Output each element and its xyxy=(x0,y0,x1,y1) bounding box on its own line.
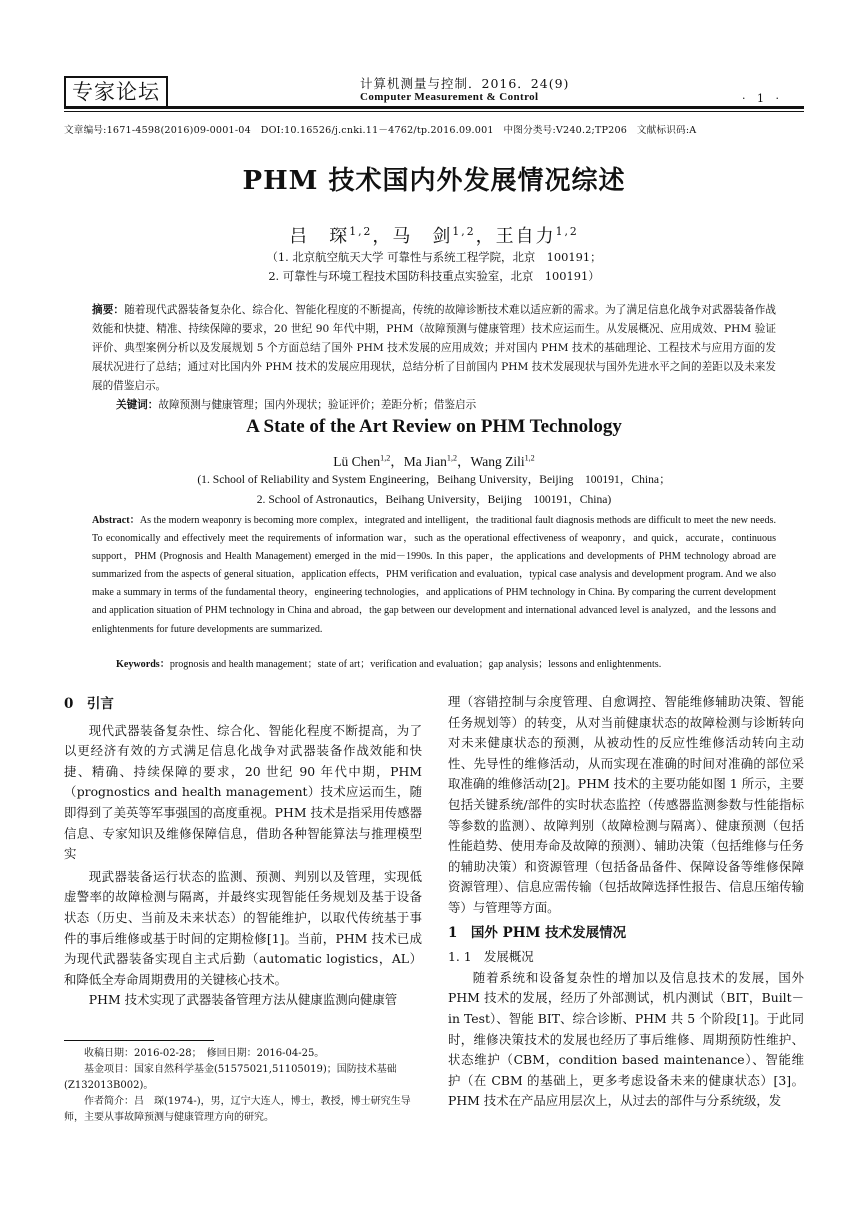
title-cn: PHM 技术国内外发展情况综述 xyxy=(242,166,626,196)
abstract-en-text: As the modern weaponry is becoming more complex，integrated and intelligent，the traditional fault diagnosis methods are difficult to meet the new needs. To economically and effectively meet the requirements of information war，such as the operational effectiveness of weaponry，and quick，accurate，continuous support，PHM (Prognosis and Health Management) emerged in the mid－1990s. In this paper，the applications and developments of PHM technology abroad are summarized from the aspects of general situation，application effects，PHM verification and evaluation，typical case analysis and development program. And we also make a summary in terms of the fundamental theory，engineering technologies，and applications of PHM technology in China. By comparing the current development and application situation of PHM technology in China and abroad，the gap between our development and international advanced level is analyzed，and the lessons and enlightenments for future developments are summarized. xyxy=(92,515,776,635)
journal-title-en: Computer Measurement & Control xyxy=(360,91,539,103)
affiliation-cn-1: （1. 北京航空航天大学 可靠性与系统工程学院，北京 100191； xyxy=(266,250,602,264)
paragraph: 理（容错控制与余度管理、自愈调控、智能维修辅助决策、智能任务规划等）的转变，从对当前健康状态的故障检测与诊断转向对未来健康状态的预测，从被动性的反应性维修活动转向主动性、先导性的维修活动，从而实现在准确的时间对准确的部位采取准确的维修活动[2]。PHM 技术的主要功能如图 1 所示，主要包括关键系统/部件的实时状态监控（传感器监测参数与性能指标等参数的监测）、故障判别（故障检测与隔离）、健康预测（包括性能趋势、使用寿命及故障的预测）、辅助决策（包括维修与任务的辅助决策）和资源管理（包括备品备件、保障设备等维修保障资源管理）、信息应需传输（包括故障选择性报告、信息压缩传输等）与管理等方面。 xyxy=(448,694,804,915)
keywords-en-label: Keywords： xyxy=(116,659,170,670)
affiliations-en xyxy=(64,470,804,510)
right-column xyxy=(448,692,804,1112)
abstract-en-label: Abstract： xyxy=(92,515,140,526)
paragraph: 现武器装备运行状态的监测、预测、判别以及管理，实现低虚警率的故障检测与隔离，并最终实现智能任务规划及基于设备状态（历史、当前及未来状态）的智能维护，以取代传统基于事件的事后维修或基于时间的定期检修[1]。当前，PHM 技术已成为现代武器装备实现自主式后勤（automatic logistics，AL）和降低全寿命周期费用的关键核心技术。 xyxy=(64,868,422,987)
footnote-funding: 基金项目：国家自然科学基金(51575021,51105019)；国防技术基础(Z132013B002)。 xyxy=(64,1064,397,1091)
header-rule-thin xyxy=(64,111,804,112)
keywords-cn-text: 故障预测与健康管理；国内外现状；验证评价；差距分析；借鉴启示 xyxy=(158,399,477,411)
title-en: A State of the Art Review on PHM Technology xyxy=(246,416,622,437)
affiliation-en-2: 2. School of Astronautics，Beihang University，Beijing 100191，China) xyxy=(256,493,612,506)
article-meta: 文章编号:1671-4598(2016)09-0001-04 DOI:10.16526/j.cnki.11－4762/tp.2016.09.001 中图分类号:V240.2;TP206 文献标识码:A xyxy=(64,125,697,136)
paragraph: PHM 技术实现了武器装备管理方法从健康监测向健康管 xyxy=(88,992,398,1008)
abstract-cn-text: 随着现代武器装备复杂化、综合化、智能化程度的不断提高，传统的故障诊断技术难以适应新的需求。为了满足信息化战争对武器装备作战效能和快捷、精准、持续保障的要求，20 世纪 90 年代中期，PHM（故障预测与健康管理）技术应运而生。从发展概况、应用成效、PHM 验证评价、典型案例分析以及发展规划 5 个方面总结了国外 PHM 技术发展的应用成效；并对国内 PHM 技术的基础理论、工程技术与应用方面的发展状况进行了总结；通过对比国内外 PHM 技术的发展应用现状，总结分析了目前国内 PHM 技术发展现状与国外先进水平之间的差距以及未来发展的借鉴启示。 xyxy=(92,304,777,392)
keywords-cn xyxy=(116,396,776,415)
header-rule-thick xyxy=(64,106,804,109)
footnote-received: 收稿日期：2016-02-28； 修回日期：2016-04-25。 xyxy=(84,1048,325,1059)
subsection-heading-overview: 1. 1 发展概况 xyxy=(448,949,534,965)
footnote-rule xyxy=(64,1040,214,1041)
authors-en: Lü Chen$^{1,2}$，Ma Jian$^{1,2}$，Wang Zili$^{1,2}$ xyxy=(333,453,535,469)
journal-title-cn: 计算机测量与控制．2016．24(9) xyxy=(360,76,570,91)
abstract-cn xyxy=(92,301,776,396)
paragraph: 随着系统和设备复杂性的增加以及信息技术的发展，国外 PHM 技术的发展，经历了外部测试，机内测试（BIT，Built－in Test）、智能 BIT、综合诊断、PHM 共 5 个阶段[1]。于此同时，维修决策技术的发展也经历了事后维修、周期预防性维护、状态维护（CBM，condition based maintenance）、智能维护（在 CBM 的基础上，更多考虑设备未来的健康状态）[3]。PHM 技术在产品应用层次上，从过去的部件与分系统级，发 xyxy=(448,969,804,1109)
page-number: · 1 · xyxy=(742,92,783,105)
affiliations-cn xyxy=(64,248,804,286)
affiliation-en-1: (1. School of Reliability and System Engineering，Beihang University，Beijing 100191，China； xyxy=(197,473,671,486)
keywords-en xyxy=(116,656,776,674)
footnote-author-bio: 作者简介：吕 琛(1974-)，男，辽宁大连人，博士，教授，博士研究生导师，主要从事故障预测与健康管理方向的研究。 xyxy=(64,1096,411,1123)
abstract-en xyxy=(92,512,776,639)
affiliation-cn-2: 2. 可靠性与环境工程技术国防科技重点实验室，北京 100191） xyxy=(268,269,600,283)
footnotes xyxy=(64,1046,422,1126)
keywords-en-text: prognosis and health management；state of art；verification and evaluation；gap analysis；lessons and enlightenments. xyxy=(169,659,662,670)
abstract-cn-label: 摘要： xyxy=(92,304,125,316)
section-heading-foreign-phm: 1 国外 PHM 技术发展情况 xyxy=(448,924,627,941)
keywords-cn-label: 关键词： xyxy=(116,399,159,411)
authors-cn: 吕 琛$^{1,2}$，马 剑$^{1,2}$，王自力$^{1,2}$ xyxy=(289,225,579,247)
paragraph: 现代武器装备复杂性、综合化、智能化程度不断提高，为了以更经济有效的方式满足信息化战争对武器装备作战效能和快捷、精确、持续保障的要求，20 世纪 90 年代中期，PHM（prognostics and health management）技术应运而生，随即得到了美英等军事强国的高度重视。PHM 技术是指采用传感器信息、专家知识及维修保障信息，借助各种智能算法与推理模型实 xyxy=(64,722,422,862)
left-column xyxy=(64,694,422,1011)
column-label: 专家论坛 xyxy=(64,76,168,108)
section-heading-introduction: 0 引言 xyxy=(64,696,114,712)
